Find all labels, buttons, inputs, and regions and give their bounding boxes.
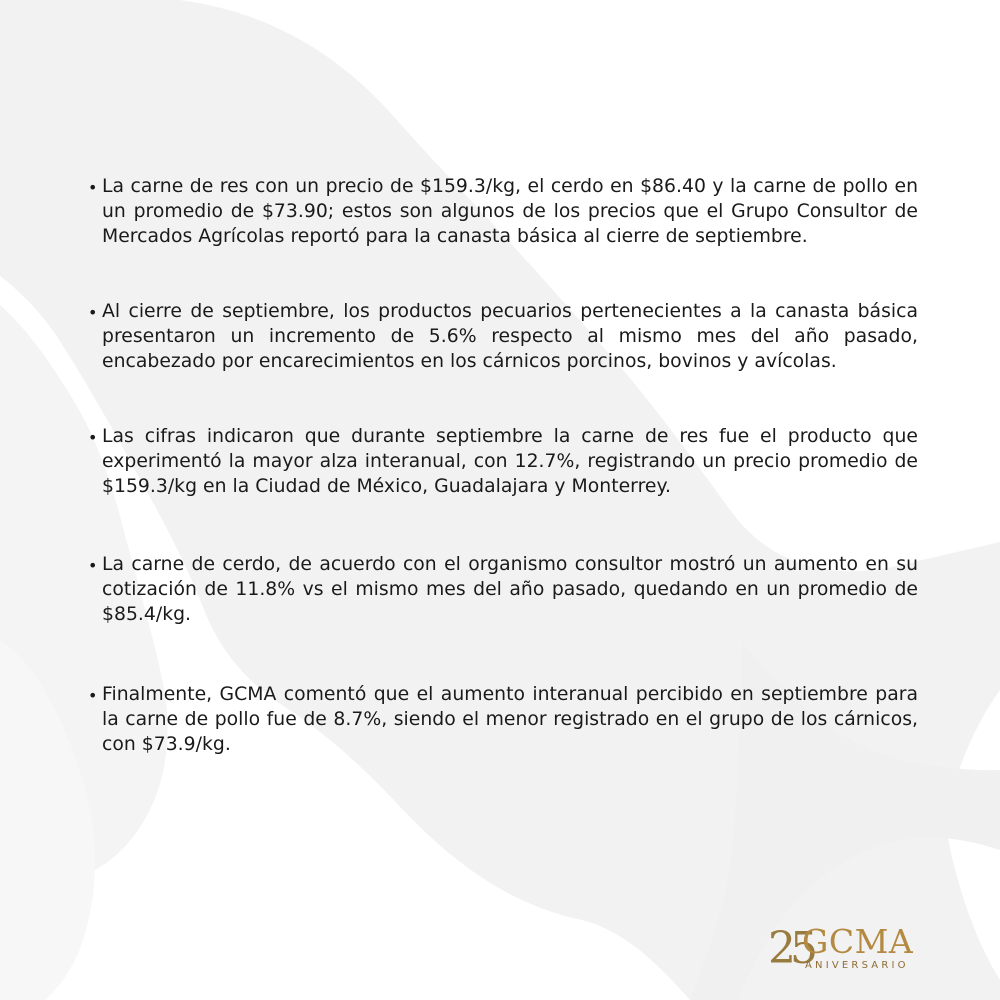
- bullet-marker: •: [88, 428, 98, 447]
- bullet-item: [88, 424, 918, 499]
- bullet-marker: •: [88, 303, 98, 322]
- bullet-text: Finalmente, GCMA comentó que el aumento interanual percibido en septiembre para la carne de pollo fue de 8.7%, siendo el menor registrado en el grupo de los cárnicos, con $73.9/kg.: [102, 684, 918, 755]
- bullet-list: [88, 174, 918, 807]
- gcma-anniversary-logo: [768, 923, 938, 983]
- bullet-marker: •: [88, 178, 98, 197]
- anniversary-number: 25: [768, 923, 812, 974]
- bullet-text: La carne de cerdo, de acuerdo con el organismo consultor mostró un aumento en su cotización de 11.8% vs el mismo mes del año pasado, quedando en un promedio de $85.4/kg.: [102, 554, 918, 625]
- bullet-marker: •: [88, 556, 98, 575]
- bullet-item: [88, 552, 918, 627]
- bullet-text: Las cifras indicaron que durante septiembre la carne de res fue el producto que experimentó la mayor alza interanual, con 12.7%, registrando un precio promedio de $159.3/kg en la Ciudad de México, Guadalajara y Monterrey.: [102, 426, 918, 497]
- bullet-marker: •: [88, 686, 98, 705]
- bullet-item: [88, 682, 918, 757]
- logo-subtitle: ANIVERSARIO: [805, 960, 909, 971]
- bullet-text: La carne de res con un precio de $159.3/kg, el cerdo en $86.40 y la carne de pollo en un promedio de $73.90; estos son algunos de los precios que el Grupo Consultor de Mercados Agrícolas reportó para la canasta básica al cierre de septiembre.: [102, 176, 918, 247]
- bullet-text: Al cierre de septiembre, los productos pecuarios pertenecientes a la canasta básica presentaron un incremento de 5.6% respecto al mismo mes del año pasado, encabezado por encarecimientos en los cárnicos porcinos, bovinos y avícolas.: [102, 301, 918, 372]
- bullet-item: [88, 299, 918, 374]
- logo-text: GCMA: [802, 922, 914, 961]
- bullet-item: [88, 174, 918, 249]
